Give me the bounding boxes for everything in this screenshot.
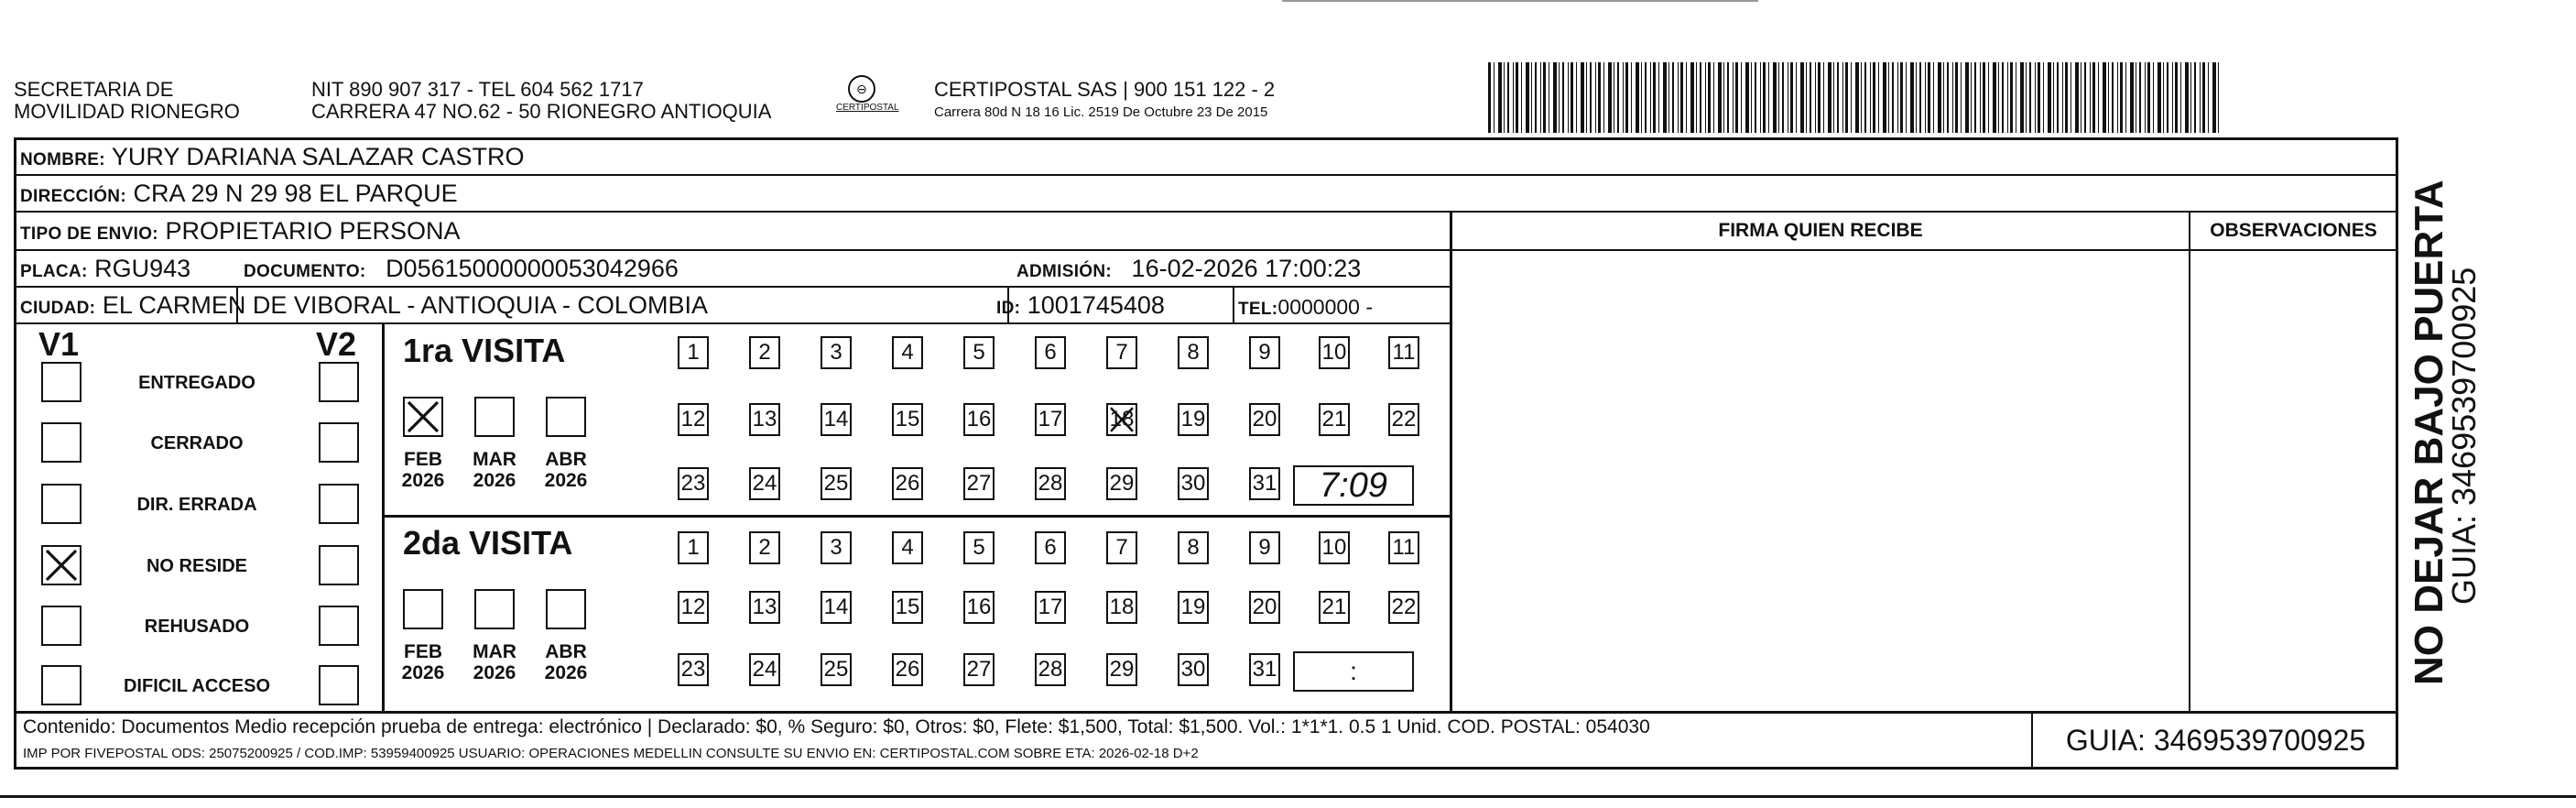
ciudad-label: CIUDAD: <box>20 299 96 318</box>
address-line: CARRERA 47 NO.62 - 50 RIONEGRO ANTIOQUIA <box>311 100 772 123</box>
row-line <box>14 711 2398 714</box>
tel-value: 0000000 - <box>1277 295 1374 319</box>
month-year: 2026 <box>401 662 445 683</box>
day-box[interactable]: 15 <box>892 591 923 624</box>
placa-row <box>20 255 190 286</box>
day-box[interactable]: 26 <box>892 653 923 686</box>
day-box[interactable]: 29 <box>1106 653 1137 686</box>
month-name: MAR <box>473 449 516 470</box>
day-box[interactable]: 16 <box>963 591 995 624</box>
day-box[interactable]: 14 <box>821 403 852 436</box>
day-box[interactable]: 5 <box>963 336 995 369</box>
day-box[interactable]: 13 <box>749 591 780 624</box>
status-label: NO RESIDE <box>146 556 248 576</box>
day-box[interactable]: 9 <box>1249 531 1280 564</box>
month-label <box>390 449 456 491</box>
v2-checkbox[interactable] <box>319 665 359 705</box>
day-box[interactable]: 27 <box>963 653 995 686</box>
row-line <box>382 515 1451 518</box>
tipo-label: TIPO DE ENVIO: <box>20 224 158 244</box>
month-year: 2026 <box>401 470 445 491</box>
month-checkbox[interactable] <box>546 397 586 437</box>
observaciones-header: OBSERVACIONES <box>2210 220 2377 241</box>
day-box[interactable]: 20 <box>1249 591 1280 624</box>
logo-mark-icon: ⊖ <box>848 75 875 103</box>
day-box[interactable]: 25 <box>821 653 852 686</box>
month-year: 2026 <box>473 662 516 683</box>
id-row <box>996 291 1165 322</box>
day-box[interactable]: 31 <box>1249 467 1280 500</box>
day-box[interactable]: 29 <box>1106 467 1137 500</box>
month-checkbox[interactable] <box>546 589 586 629</box>
day-box[interactable]: 30 <box>1178 653 1209 686</box>
v1-checkbox[interactable] <box>41 665 82 705</box>
day-box[interactable]: 2 <box>749 531 780 564</box>
month-label <box>390 641 456 683</box>
day-box[interactable]: 12 <box>678 403 709 436</box>
month-checkbox[interactable] <box>403 397 443 437</box>
nit-line: NIT 890 907 317 - TEL 604 562 1717 <box>311 78 644 101</box>
day-box[interactable]: 5 <box>963 531 995 564</box>
v2-checkbox[interactable] <box>319 362 359 402</box>
barcode <box>1488 62 2221 133</box>
status-label: DIR. ERRADA <box>136 495 257 515</box>
x-mark-icon <box>405 399 441 435</box>
month-label <box>462 449 527 491</box>
day-box[interactable]: 3 <box>821 336 852 369</box>
company-info <box>934 79 1275 121</box>
status-label: REHUSADO <box>144 617 250 637</box>
day-box[interactable]: 7 <box>1106 531 1137 564</box>
nombre-row <box>20 143 525 174</box>
day-box[interactable]: 11 <box>1388 531 1419 564</box>
month-name: ABR <box>545 449 587 470</box>
month-checkbox[interactable] <box>403 589 443 629</box>
company-line: CERTIPOSTAL SAS | 900 151 122 - 2 <box>934 78 1276 101</box>
placa-value: RGU943 <box>94 255 191 282</box>
day-box[interactable]: 28 <box>1035 653 1066 686</box>
day-box[interactable]: 25 <box>821 467 852 500</box>
top-edge <box>1282 0 1758 2</box>
org-name <box>14 79 240 123</box>
day-box[interactable]: 26 <box>892 467 923 500</box>
col-line <box>2189 211 2190 713</box>
day-box[interactable]: 2 <box>749 336 780 369</box>
day-box[interactable]: 10 <box>1319 531 1350 564</box>
status-label: ENTREGADO <box>138 373 255 393</box>
org-line-2: MOVILIDAD RIONEGRO <box>14 100 240 123</box>
day-box[interactable]: 22 <box>1388 403 1419 436</box>
footer-content: Contenido: Documentos Medio recepción prueba de entrega: electrónico | Declarado: $0, % Seguro: $0, Otros: $0, Flete: $1,500, Total: $1,500. Vol.: 1*1*1. 0.5 1 Unid. COD. POSTAL: 054030 <box>23 716 1650 737</box>
day-box[interactable]: 15 <box>892 403 923 436</box>
col-line <box>989 322 991 324</box>
no-dejar-text: NO DEJAR BAJO PUERTA <box>2407 180 2451 685</box>
month-checkbox[interactable] <box>474 397 515 437</box>
day-box[interactable]: 17 <box>1035 403 1066 436</box>
col-line <box>2031 711 2033 770</box>
company-sub: Carrera 80d N 18 16 Lic. 2519 De Octubre 23 De 2015 <box>934 104 1268 120</box>
day-box[interactable]: 1 <box>678 531 709 564</box>
day-box[interactable]: 14 <box>821 591 852 624</box>
col-line <box>1450 211 1452 713</box>
day-box[interactable]: 4 <box>892 531 923 564</box>
day-box[interactable]: 9 <box>1249 336 1280 369</box>
day-box[interactable]: 21 <box>1319 591 1350 624</box>
col-line <box>1233 286 1234 324</box>
id-value: 1001745408 <box>1027 291 1165 319</box>
certipostal-logo <box>836 75 899 113</box>
firma-header: FIRMA QUIEN RECIBE <box>1718 220 1923 241</box>
day-box[interactable]: 24 <box>749 653 780 686</box>
org-contact <box>311 79 771 123</box>
v1-header: V1 <box>38 325 80 363</box>
month-year: 2026 <box>473 470 516 491</box>
footer-imp: IMP POR FIVEPOSTAL ODS: 25075200925 / COD.IMP: 53959400925 USUARIO: OPERACIONES MEDELLIN CONSULTE SU ENVIO EN: CERTIPOSTAL.COM SOBRE ETA: 2026-02-18 D+2 <box>23 746 1199 761</box>
org-line-1: SECRETARIA DE <box>14 78 174 101</box>
day-box[interactable]: 21 <box>1319 403 1350 436</box>
day-box[interactable]: 13 <box>749 403 780 436</box>
day-box[interactable]: 22 <box>1388 591 1419 624</box>
day-box[interactable]: 19 <box>1178 403 1209 436</box>
documento-row <box>244 255 679 286</box>
tipo-row <box>20 217 461 248</box>
status-label: CERRADO <box>150 433 244 453</box>
day-box[interactable]: 20 <box>1249 403 1280 436</box>
row-line <box>14 286 1451 288</box>
nombre-label: NOMBRE: <box>20 150 105 169</box>
direccion-row <box>20 180 458 211</box>
id-label: ID: <box>996 299 1021 318</box>
day-box[interactable]: 10 <box>1319 336 1350 369</box>
documento-value: D05615000000053042966 <box>386 255 679 282</box>
day-box[interactable]: 19 <box>1178 591 1209 624</box>
direccion-value: CRA 29 N 29 98 EL PARQUE <box>133 180 458 207</box>
day-box[interactable]: 7 <box>1106 336 1137 369</box>
visit2-title: 2da VISITA <box>403 524 573 562</box>
ciudad-row <box>20 291 708 322</box>
day-box[interactable]: 31 <box>1249 653 1280 686</box>
day-box[interactable]: 3 <box>821 531 852 564</box>
visit1-title: 1ra VISITA <box>403 332 566 369</box>
x-mark-icon <box>43 547 80 584</box>
day-box[interactable]: 6 <box>1035 336 1066 369</box>
day-box[interactable]: 27 <box>963 467 995 500</box>
time-box[interactable]: : <box>1293 651 1414 692</box>
day-box[interactable]: 1 <box>678 336 709 369</box>
admision-value: 16-02-2026 17:00:23 <box>1131 255 1362 282</box>
logo-text: CERTIPOSTAL <box>836 103 899 113</box>
tipo-value: PROPIETARIO PERSONA <box>165 217 461 245</box>
day-box[interactable]: 24 <box>749 467 780 500</box>
day-box[interactable]: 17 <box>1035 591 1066 624</box>
month-name: ABR <box>545 641 587 662</box>
month-label <box>533 641 599 683</box>
v2-checkbox[interactable] <box>319 484 359 524</box>
day-box[interactable]: 12 <box>678 591 709 624</box>
admision-row <box>1016 255 1361 286</box>
footer-guia: GUIA: 3469539700925 <box>2065 724 2366 757</box>
v1-checkbox[interactable] <box>41 362 82 402</box>
v1-checkbox[interactable] <box>41 545 82 585</box>
month-name: MAR <box>473 641 516 662</box>
placa-label: PLACA: <box>20 262 88 281</box>
documento-label: DOCUMENTO: <box>244 262 366 281</box>
day-box[interactable]: 23 <box>678 653 709 686</box>
nombre-value: YURY DARIANA SALAZAR CASTRO <box>111 143 525 170</box>
day-box[interactable]: 8 <box>1178 531 1209 564</box>
row-line <box>14 322 1451 324</box>
v2-header: V2 <box>316 325 357 363</box>
month-label <box>462 641 527 683</box>
month-year: 2026 <box>544 662 588 683</box>
day-box[interactable]: 4 <box>892 336 923 369</box>
day-box[interactable]: 6 <box>1035 531 1066 564</box>
direccion-label: DIRECCIÓN: <box>20 187 126 206</box>
month-label <box>533 449 599 491</box>
v1-checkbox[interactable] <box>41 606 82 646</box>
tel-label: TEL: <box>1238 300 1278 319</box>
row-line <box>14 174 2398 176</box>
month-name: FEB <box>404 449 442 470</box>
day-box[interactable]: 28 <box>1035 467 1066 500</box>
v1-checkbox[interactable] <box>41 484 82 524</box>
day-box[interactable]: 18 <box>1106 591 1137 624</box>
day-box[interactable]: 8 <box>1178 336 1209 369</box>
month-year: 2026 <box>544 470 588 491</box>
v2-checkbox[interactable] <box>319 606 359 646</box>
status-label: DIFICIL ACCESO <box>123 676 270 696</box>
x-mark-icon <box>1108 405 1136 434</box>
day-box[interactable]: 18 <box>1106 403 1137 436</box>
tel-row <box>1238 293 1373 323</box>
ciudad-value: EL CARMEN DE VIBORAL - ANTIOQUIA - COLOMBIA <box>102 291 708 319</box>
bottom-edge <box>0 795 2576 798</box>
admision-label: ADMISIÓN: <box>1016 262 1113 281</box>
row-line <box>14 249 2398 251</box>
v2-checkbox[interactable] <box>319 545 359 585</box>
v1-checkbox[interactable] <box>41 422 82 463</box>
time-box[interactable]: 7:09 <box>1293 465 1414 506</box>
day-box[interactable]: 23 <box>678 467 709 500</box>
row-line <box>14 211 2398 213</box>
v2-checkbox[interactable] <box>319 422 359 463</box>
side-guia: GUIA: 3469539700925 <box>2445 267 2483 605</box>
day-box[interactable]: 11 <box>1388 336 1419 369</box>
day-box[interactable]: 16 <box>963 403 995 436</box>
month-checkbox[interactable] <box>474 589 515 629</box>
month-name: FEB <box>404 641 442 662</box>
day-box[interactable]: 30 <box>1178 467 1209 500</box>
